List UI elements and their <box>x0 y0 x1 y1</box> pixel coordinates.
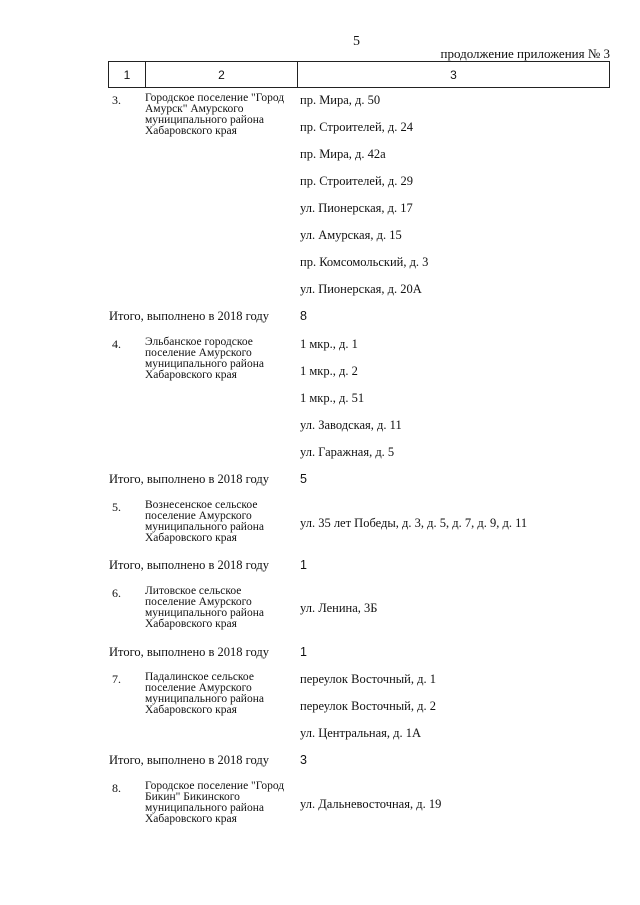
address-item: ул. Гаражная, д. 5 <box>300 445 395 459</box>
table-header <box>108 61 610 88</box>
total-label: Итого, выполнено в 2018 году <box>109 645 269 659</box>
total-label: Итого, выполнено в 2018 году <box>109 309 269 323</box>
address-item: ул. Амурская, д. 15 <box>300 228 402 242</box>
continuation-label: продолжение приложения № 3 <box>440 46 610 61</box>
address-item: 1 мкр., д. 2 <box>300 364 358 378</box>
address-item: ул. 35 лет Победы, д. 3, д. 5, д. 7, д. 9, д. 11 <box>300 516 528 530</box>
row-number: 8. <box>112 781 121 795</box>
total-count: 8 <box>300 309 307 323</box>
address-item: ул. Ленина, 3Б <box>300 601 378 615</box>
address-item: переулок Восточный, д. 1 <box>300 672 436 686</box>
total-count: 1 <box>300 558 307 572</box>
settlement-name: Городское поселение "Город Амурск" Амурского муниципального района Хабаровского края <box>145 92 285 137</box>
total-count: 5 <box>300 472 307 486</box>
address-item: 1 мкр., д. 1 <box>300 337 358 351</box>
total-count: 3 <box>300 753 307 767</box>
address-item: ул. Центральная, д. 1А <box>300 726 422 740</box>
total-label: Итого, выполнено в 2018 году <box>109 558 269 572</box>
total-count: 1 <box>300 645 307 659</box>
settlement-name: Эльбанское городское поселение Амурского муниципального района Хабаровского края <box>145 336 264 381</box>
address-item: ул. Пионерская, д. 17 <box>300 201 413 215</box>
settlement-name: Вознесенское сельское поселение Амурского муниципального района Хабаровского края <box>145 499 264 544</box>
header-col-3: 3 <box>450 67 457 82</box>
settlement-name: Падалинское сельское поселение Амурского муниципального района Хабаровского края <box>145 671 264 716</box>
address-item: пр. Мира, д. 50 <box>300 93 381 107</box>
settlement-name: Литовское сельское поселение Амурского муниципального района Хабаровского края <box>145 585 264 630</box>
total-label: Итого, выполнено в 2018 году <box>109 753 269 767</box>
row-number: 7. <box>112 672 121 686</box>
address-item: ул. Дальневосточная, д. 19 <box>300 797 442 811</box>
header-col-1: 1 <box>109 62 146 87</box>
address-item: пр. Мира, д. 42а <box>300 147 386 161</box>
address-item: ул. Заводская, д. 11 <box>300 418 402 432</box>
page-number: 5 <box>353 34 360 49</box>
address-item: переулок Восточный, д. 2 <box>300 699 436 713</box>
row-number: 4. <box>112 337 121 351</box>
address-item: ул. Пионерская, д. 20А <box>300 282 422 296</box>
header-col-2: 2 <box>146 62 298 87</box>
row-number: 5. <box>112 500 121 514</box>
address-item: пр. Строителей, д. 24 <box>300 120 414 134</box>
row-number: 6. <box>112 586 121 600</box>
address-item: пр. Строителей, д. 29 <box>300 174 414 188</box>
total-label: Итого, выполнено в 2018 году <box>109 472 269 486</box>
address-item: пр. Комсомольский, д. 3 <box>300 255 429 269</box>
settlement-name: Городское поселение "Город Бикин" Бикинского муниципального района Хабаровского края <box>145 780 285 825</box>
row-number: 3. <box>112 93 121 107</box>
address-item: 1 мкр., д. 51 <box>300 391 365 405</box>
